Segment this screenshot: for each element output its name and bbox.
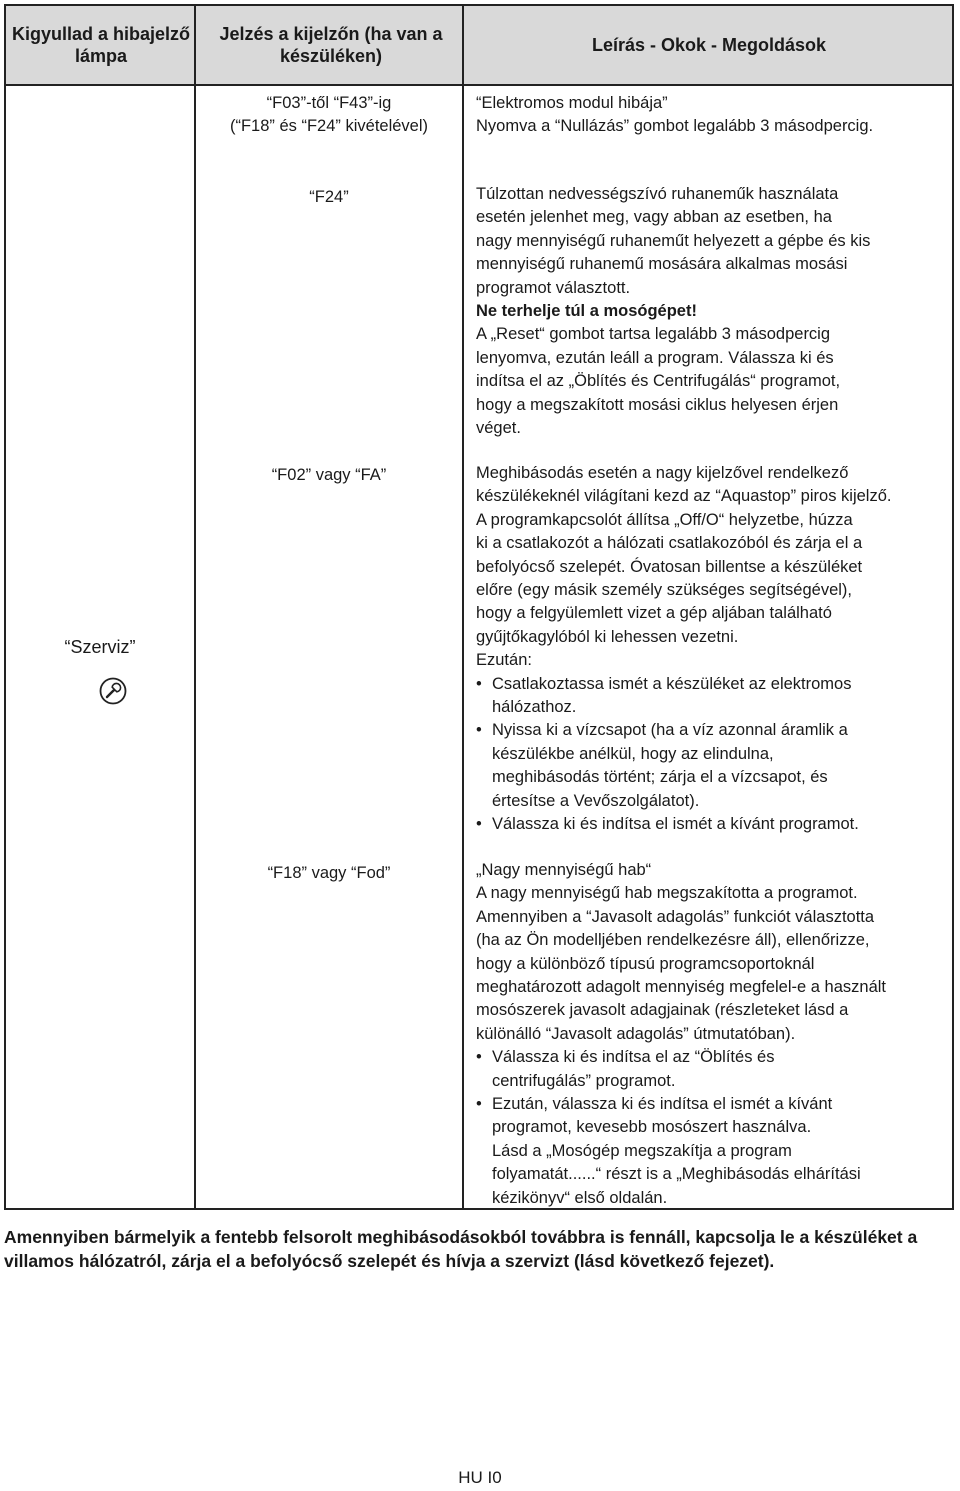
bullet-item [476, 719, 956, 813]
desc-line: mennyiségű ruhanemű mosására alkalmas mosási [476, 255, 848, 274]
bullet-item [476, 1046, 956, 1093]
desc-line: (ha az Ön modelljében rendelkezésre áll), ellenőrizze, [476, 931, 870, 950]
bullet-line: centrifugálás” programot. [492, 1071, 676, 1090]
error-code-f02-fa [196, 464, 462, 487]
page-number: HU I0 [458, 1468, 502, 1487]
bullet-line: értesítse a Vevőszolgálatot). [492, 791, 700, 810]
desc-line: különálló “Javasolt adagolás” útmutatóban). [476, 1024, 796, 1043]
desc-line: befolyócső szelepét. Óvatosan billentse a készüléket [476, 557, 863, 576]
bullet-line: Lásd a „Mosógép megszakítja a program [492, 1141, 792, 1160]
description-f03-f43 [476, 92, 956, 139]
desc-line: programot választott. [476, 278, 631, 297]
desc-line: Meghibásodás esetén a nagy kijelzővel rendelkező [476, 464, 849, 482]
desc-line: hogy a különböző típusú programcsoportoknál [476, 954, 815, 973]
bullet-item [476, 813, 956, 836]
desc-line: „Nagy mennyiségű hab“ [476, 861, 652, 879]
code-line: (“F18” és “F24” kivételével) [229, 117, 429, 136]
desc-line: Amennyiben a “Javasolt adagolás” funkciót választotta [476, 907, 875, 926]
desc-line: A nagy mennyiségű hab megszakította a programot. [476, 884, 858, 903]
bullet-line: készülékbe anélkül, hogy az elindulna, [492, 744, 774, 763]
description-f18-fod [476, 859, 956, 1210]
column-divider [462, 6, 464, 1208]
header-description: Leírás - Okok - Megoldások [591, 35, 827, 55]
desc-line: ki a csatlakozót a hálózati csatlakozóból és zárja el a [476, 534, 863, 553]
desc-line: “Elektromos modul hibája” [476, 94, 668, 112]
description-f24 [476, 183, 956, 440]
table-header [6, 6, 952, 86]
desc-line: Nyomva a “Nullázás” gombot legalább 3 másodpercig. [476, 117, 874, 136]
desc-line: indítsa el az „Öblítés és Centrifugálás“ programot, [476, 372, 841, 391]
troubleshooting-table [4, 4, 954, 1210]
desc-line: meghatározott adagolt mennyiség megfelel-e a használt [476, 978, 886, 997]
code-line: “F03”-től “F43”-ig [266, 94, 392, 112]
bullet-line: • Ezután, válassza ki és indítsa el ismét a kívánt [492, 1095, 833, 1114]
desc-line: mosószerek javasolt adagjainak (részleteket lásd a [476, 1001, 849, 1020]
bullet-line: • Válassza ki és indítsa el az “Öblítés és [492, 1048, 775, 1067]
desc-line: A „Reset“ gombot tartsa legalább 3 másodpercig [476, 325, 831, 344]
desc-line: hogy a felgyülemlett vizet a gép aljában található [476, 604, 832, 623]
desc-line: gyűjtőkagylóból ki lehessen vezetni. [476, 627, 739, 646]
desc-line: hogy a megszakított mosási ciklus helyesen érjen [476, 395, 839, 414]
desc-line: nagy mennyiségű ruhaneműt helyezett a gépbe és kis [476, 231, 871, 250]
desc-line: A programkapcsolót állítsa „Off/O“ helyzetbe, húzza [476, 510, 853, 529]
description-f02-fa [476, 462, 956, 837]
bullet-line: • Válassza ki és indítsa el ismét a kívánt programot. [492, 815, 859, 834]
bullet-line: • Nyissa ki a vízcsapot (ha a víz azonnal áramlik a [492, 721, 848, 740]
bullet-line: hálózathoz. [492, 698, 577, 717]
wrench-circle-icon [98, 676, 128, 706]
desc-line: Túlzottan nedvességszívó ruhaneműk használata [476, 185, 839, 203]
bullet-line: programot, kevesebb mosószert használva. [492, 1118, 812, 1137]
bullet-line: • Csatlakoztassa ismét a készüléket az elektromos [492, 674, 852, 693]
desc-line: készülékeknél világítani kezd az “Aquastop” piros kijelző. [476, 487, 892, 506]
lamp-label: “Szerviz” [64, 637, 136, 657]
desc-line: lenyomva, ezután leáll a program. Válassza ki és [476, 348, 834, 367]
warning-line: Ne terhelje túl a mosógépet! [476, 302, 697, 321]
error-code-f24 [196, 186, 462, 209]
desc-line: esetén jelenhet meg, vagy abban az esetben, ha [476, 208, 832, 227]
code-line: “F18” vagy “Fod” [267, 864, 391, 882]
error-code-f18-fod [196, 862, 462, 885]
bullet-line: folyamatát......“ részt is a „Meghibásodás elhárítási [492, 1165, 861, 1184]
desc-line: előre (egy másik személy szükséges segítségével), [476, 581, 852, 600]
code-line: “F02” vagy “FA” [271, 466, 387, 484]
code-line: “F24” [309, 188, 349, 206]
footer-note: Amennyiben bármelyik a fentebb felsorolt meghibásodásokból továbbra is fennáll, kapcsolja le a készüléket a villamos hálózatról, zárja el a befolyócső szelepét és hívja a szervizt (lásd következő fejezet). [4, 1227, 918, 1271]
desc-line: Ezután: [476, 651, 532, 670]
bullet-item [476, 1093, 956, 1210]
bullet-item [476, 673, 956, 720]
bullet-line: meghibásodás történt; zárja el a vízcsapot, és [492, 768, 828, 787]
header-display: Jelzés a kijelzőn (ha van a készüléken) [219, 24, 443, 66]
error-code-f03-f43 [196, 92, 462, 139]
bullet-line: kézikönyv“ első oldalán. [492, 1188, 668, 1207]
desc-line: véget. [476, 419, 521, 438]
header-lamp: Kigyullad a hibajelző lámpa [11, 24, 191, 66]
